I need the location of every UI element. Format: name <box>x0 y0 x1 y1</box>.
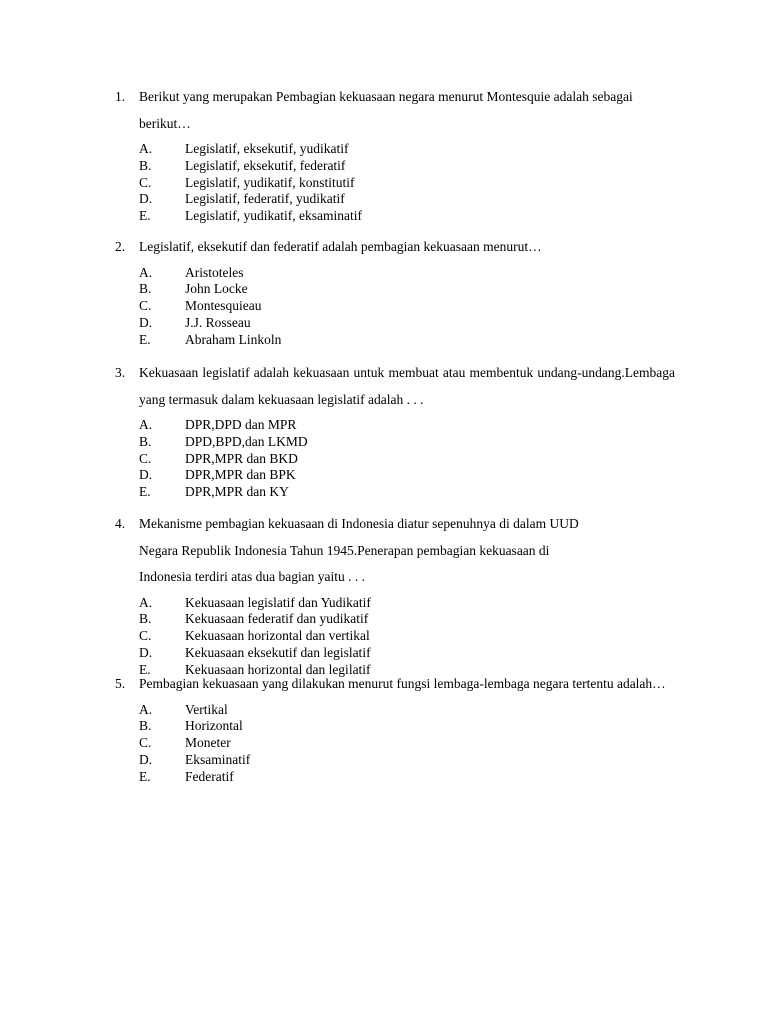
option-e <box>139 208 675 225</box>
question-number: 2. <box>115 239 126 254</box>
option-b <box>139 611 675 628</box>
option-c <box>139 735 675 752</box>
option-text: Legislatif, federatif, yudikatif <box>185 191 345 207</box>
option-text: DPR,DPD dan MPR <box>185 417 297 432</box>
option-letter: A. <box>139 701 153 717</box>
question-3 <box>115 360 675 501</box>
option-list <box>139 141 675 225</box>
option-text: Horizontal <box>185 718 243 734</box>
question-5 <box>115 671 675 785</box>
option-letter: A. <box>139 594 153 610</box>
option-letter: C. <box>139 735 152 751</box>
option-c <box>139 298 675 315</box>
question-text: Berikut yang merupakan Pembagian kekuasaan negara menurut Montesquie adalah sebagai berikut… <box>139 89 633 131</box>
option-text: Abraham Linkoln <box>185 331 282 347</box>
option-letter: D. <box>139 314 153 330</box>
option-text: Legislatif, eksekutif, federatif <box>185 157 346 173</box>
option-e <box>139 769 675 786</box>
option-text: Legislatif, eksekutif, yudikatif <box>185 141 349 156</box>
option-text: Kekuasaan federatif dan yudikatif <box>185 611 369 627</box>
option-letter: A. <box>139 141 153 156</box>
question-number: 3. <box>115 365 126 380</box>
option-a <box>139 702 675 719</box>
option-list <box>139 595 675 679</box>
question-text <box>139 511 675 591</box>
option-text: Kekuasaan eksekutif dan legislatif <box>185 644 371 660</box>
option-text: Montesquieau <box>185 298 262 314</box>
option-text: Aristoteles <box>185 264 244 280</box>
option-text: Legislatif, yudikatif, eksaminatif <box>185 208 362 224</box>
option-text: DPR,MPR dan KY <box>185 484 289 500</box>
option-text: John Locke <box>185 281 248 297</box>
option-letter: B. <box>139 281 152 297</box>
question-number: 4. <box>115 516 126 531</box>
option-text: Eksaminatif <box>185 751 251 767</box>
option-c <box>139 175 675 192</box>
option-letter: C. <box>139 174 152 190</box>
option-letter: A. <box>139 264 153 280</box>
option-letter: B. <box>139 611 152 627</box>
option-text: Kekuasaan legislatif dan Yudikatif <box>185 594 371 610</box>
question-1 <box>115 84 675 225</box>
option-d <box>139 191 675 208</box>
option-letter: C. <box>139 628 152 644</box>
question-4 <box>115 511 675 678</box>
option-a <box>139 141 675 158</box>
option-b <box>139 158 675 175</box>
option-text: DPD,BPD,dan LKMD <box>185 433 308 449</box>
question-text: Kekuasaan legislatif adalah kekuasaan untuk membuat atau membentuk undang-undang.Lembaga yang termasuk dalam kekuasaan legislatif adalah . . . <box>139 365 675 407</box>
option-d <box>139 752 675 769</box>
option-e <box>139 332 675 349</box>
option-letter: B. <box>139 157 152 173</box>
question-text-line: Indonesia terdiri atas dua bagian yaitu . . . <box>139 569 366 584</box>
option-b <box>139 718 675 735</box>
option-c <box>139 451 675 468</box>
option-c <box>139 628 675 645</box>
option-letter: E. <box>139 484 151 500</box>
option-b <box>139 434 675 451</box>
option-a <box>139 595 675 612</box>
option-list <box>139 265 675 349</box>
option-letter: E. <box>139 331 151 347</box>
option-letter: B. <box>139 433 152 449</box>
option-list <box>139 702 675 786</box>
option-letter: D. <box>139 467 153 483</box>
option-text: Federatif <box>185 768 234 784</box>
question-text: Legislatif, eksekutif dan federatif adalah pembagian kekuasaan menurut… <box>139 239 542 254</box>
option-b <box>139 281 675 298</box>
option-text: DPR,MPR dan BKD <box>185 450 298 466</box>
option-e <box>139 484 675 501</box>
option-letter: C. <box>139 450 152 466</box>
option-letter: E. <box>139 208 151 224</box>
option-letter: C. <box>139 298 152 314</box>
option-letter: D. <box>139 644 153 660</box>
option-letter: D. <box>139 191 153 207</box>
option-letter: E. <box>139 661 151 677</box>
option-list <box>139 417 675 501</box>
option-text: Vertikal <box>185 701 228 717</box>
option-d <box>139 467 675 484</box>
option-a <box>139 265 675 282</box>
option-text: Moneter <box>185 735 231 751</box>
question-number: 5. <box>115 676 126 691</box>
option-d <box>139 315 675 332</box>
option-letter: A. <box>139 417 153 432</box>
option-letter: D. <box>139 751 153 767</box>
option-text: J.J. Rosseau <box>185 314 251 330</box>
option-a <box>139 417 675 434</box>
question-2 <box>115 234 675 348</box>
option-text: Legislatif, yudikatif, konstitutif <box>185 174 355 190</box>
option-letter: B. <box>139 718 152 734</box>
question-text: Pembagian kekuasaan yang dilakukan menurut fungsi lembaga-lembaga negara tertentu adalah… <box>139 676 666 691</box>
option-text: Kekuasaan horizontal dan legilatif <box>185 661 371 677</box>
option-text: DPR,MPR dan BPK <box>185 467 296 483</box>
question-number: 1. <box>115 89 126 104</box>
option-d <box>139 645 675 662</box>
option-text: Kekuasaan horizontal dan vertikal <box>185 628 370 644</box>
option-letter: E. <box>139 768 151 784</box>
question-text-line: Mekanisme pembagian kekuasaan di Indonesia diatur sepenuhnya di dalam UUD <box>139 516 579 531</box>
question-text-line: Negara Republik Indonesia Tahun 1945.Penerapan pembagian kekuasaan di <box>139 542 550 558</box>
